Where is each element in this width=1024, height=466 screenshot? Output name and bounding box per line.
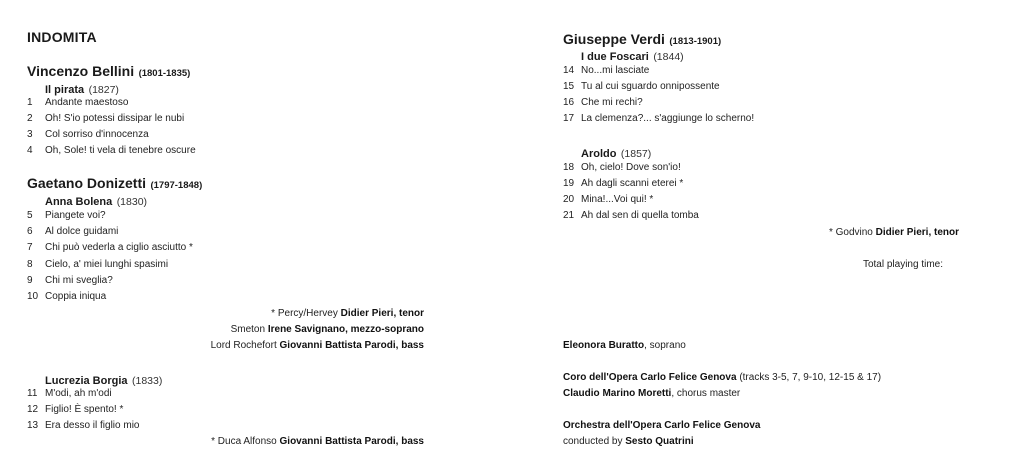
cast-line <box>211 436 424 447</box>
track-title: Ah dal sen di quella tomba <box>581 210 699 221</box>
opera-year: (1844) <box>653 51 684 63</box>
track-title: Ah dagli scanni eterei * <box>581 178 684 189</box>
opera-title: Anna Bolena <box>45 196 113 208</box>
cast-role: * Percy/Hervey <box>271 308 338 319</box>
track-row <box>27 129 149 140</box>
track-row <box>27 404 123 415</box>
composer-heading-donizetti <box>27 175 202 193</box>
credit-name: Eleonora Buratto <box>563 340 645 351</box>
track-title: Coppia iniqua <box>45 291 107 302</box>
track-number: 6 <box>27 226 33 237</box>
track-number: 5 <box>27 210 33 221</box>
cast-role: Lord Rochefort <box>210 340 277 351</box>
track-number: 2 <box>27 113 33 124</box>
track-row <box>27 259 168 270</box>
composer-name: Vincenzo Bellini <box>27 63 135 79</box>
track-row <box>563 162 681 173</box>
track-title: Era desso il figlio mio <box>45 420 140 431</box>
opera-heading-aroldo <box>581 144 651 162</box>
cast-role: Smeton <box>230 324 266 335</box>
track-number: 16 <box>563 97 575 108</box>
track-row <box>27 275 113 286</box>
track-title: Oh, cielo! Dove son'io! <box>581 162 681 173</box>
cast-singer: Giovanni Battista Parodi, bass <box>279 436 424 447</box>
track-title: No...mi lasciate <box>581 65 650 76</box>
opera-title: Lucrezia Borgia <box>45 375 128 387</box>
track-row <box>563 178 683 189</box>
credit-name: Orchestra dell'Opera Carlo Felice Genova <box>563 420 761 431</box>
track-title: Cielo, a' miei lunghi spasimi <box>45 259 169 270</box>
total-playing-time: Total playing time: <box>862 259 943 270</box>
opera-heading-lucrezia-borgia <box>45 371 162 389</box>
cast-singer: Didier Pieri, tenor <box>875 227 959 238</box>
track-row <box>27 388 112 399</box>
track-number: 3 <box>27 129 33 140</box>
opera-heading-anna-bolena <box>45 192 147 210</box>
track-number: 11 <box>27 388 38 399</box>
track-title: Andante maestoso <box>45 97 129 108</box>
track-row <box>27 420 139 431</box>
credit-name: Claudio Marino Moretti <box>563 388 672 399</box>
track-row <box>27 97 128 108</box>
track-title: La clemenza?... s'aggiunge lo scherno! <box>581 113 755 124</box>
opera-title: Aroldo <box>581 148 617 160</box>
track-title: Chi mi sveglia? <box>45 275 113 286</box>
track-title: Chi può vederla a ciglio asciutto * <box>45 242 193 253</box>
track-row <box>27 113 184 124</box>
cast-role: * Godvino <box>828 227 873 238</box>
chorus-credit <box>563 372 881 383</box>
track-title: Mina!...Voi qui! * <box>581 194 654 205</box>
track-row <box>563 210 699 221</box>
opera-year: (1833) <box>131 375 163 387</box>
track-row <box>27 242 193 253</box>
track-number: 8 <box>27 259 33 270</box>
composer-years: (1797-1848) <box>150 180 203 191</box>
track-row <box>563 113 754 124</box>
composer-name: Giuseppe Verdi <box>563 31 665 47</box>
conductor-credit <box>563 436 694 447</box>
cast-singer: Irene Savignano, mezzo-soprano <box>267 324 424 335</box>
credit-name: Sesto Quatrini <box>625 436 694 447</box>
track-number: 18 <box>563 162 575 173</box>
track-title: Col sorriso d'innocenza <box>45 129 149 140</box>
opera-heading-i-due-foscari <box>581 47 684 65</box>
soprano-credit <box>563 340 686 351</box>
track-number: 19 <box>563 178 575 189</box>
track-row <box>27 145 196 156</box>
track-row <box>27 226 118 237</box>
cast-role: * Duca Alfonso <box>211 436 277 447</box>
track-title: Piangete voi? <box>45 210 106 221</box>
composer-name: Gaetano Donizetti <box>27 175 147 191</box>
opera-year: (1857) <box>620 148 652 160</box>
track-title: Che mi rechi? <box>581 97 643 108</box>
orchestra-credit <box>563 420 760 431</box>
opera-year: (1827) <box>88 84 119 96</box>
track-title: Figlio! È spento! * <box>45 404 124 415</box>
track-title: Tu al cui sguardo onnipossente <box>581 81 720 92</box>
track-row <box>563 194 653 205</box>
track-number: 4 <box>27 145 33 156</box>
track-number: 7 <box>27 242 33 253</box>
track-row <box>27 291 106 302</box>
credit-role: , chorus master <box>671 388 741 399</box>
track-number: 17 <box>563 113 575 124</box>
track-row <box>27 210 106 221</box>
track-title: Oh! S'io potessi dissipar le nubi <box>45 113 185 124</box>
credit-name: Coro dell'Opera Carlo Felice Genova <box>563 372 737 383</box>
composer-years: (1813-1901) <box>669 36 722 47</box>
cast-line <box>829 227 959 238</box>
opera-title: Il pirata <box>45 84 85 96</box>
cast-singer: Giovanni Battista Parodi, bass <box>279 340 424 351</box>
track-title: Al dolce guidami <box>45 226 119 237</box>
track-number: 10 <box>27 291 39 302</box>
track-row <box>563 97 643 108</box>
opera-heading-il-pirata <box>45 80 119 98</box>
credit-role: , soprano <box>644 340 686 351</box>
cast-line <box>271 308 424 319</box>
opera-year: (1830) <box>116 196 148 208</box>
track-title: Oh, Sole! ti vela di tenebre oscure <box>45 145 196 156</box>
track-number: 13 <box>27 420 39 431</box>
composer-years: (1801-1835) <box>138 68 191 79</box>
track-number: 14 <box>563 65 575 76</box>
track-title: M'odi, ah m'odi <box>45 388 112 399</box>
track-number: 9 <box>27 275 33 286</box>
track-number: 21 <box>563 210 575 221</box>
cast-line <box>211 340 424 351</box>
credit-tracks: (tracks 3-5, 7, 9-10, 12-15 & 17) <box>736 372 882 383</box>
track-row <box>563 81 720 92</box>
cast-singer: Didier Pieri, tenor <box>340 308 424 319</box>
track-number: 12 <box>27 404 39 415</box>
track-number: 15 <box>563 81 575 92</box>
opera-title: I due Foscari <box>581 51 649 63</box>
album-title: INDOMITA <box>27 29 97 45</box>
composer-heading-bellini <box>27 63 190 81</box>
track-row <box>563 65 649 76</box>
track-number: 20 <box>563 194 575 205</box>
cast-line <box>231 324 424 335</box>
credit-prefix: conducted by <box>563 436 626 447</box>
track-number: 1 <box>27 97 33 108</box>
chorus-master-credit <box>563 388 740 399</box>
